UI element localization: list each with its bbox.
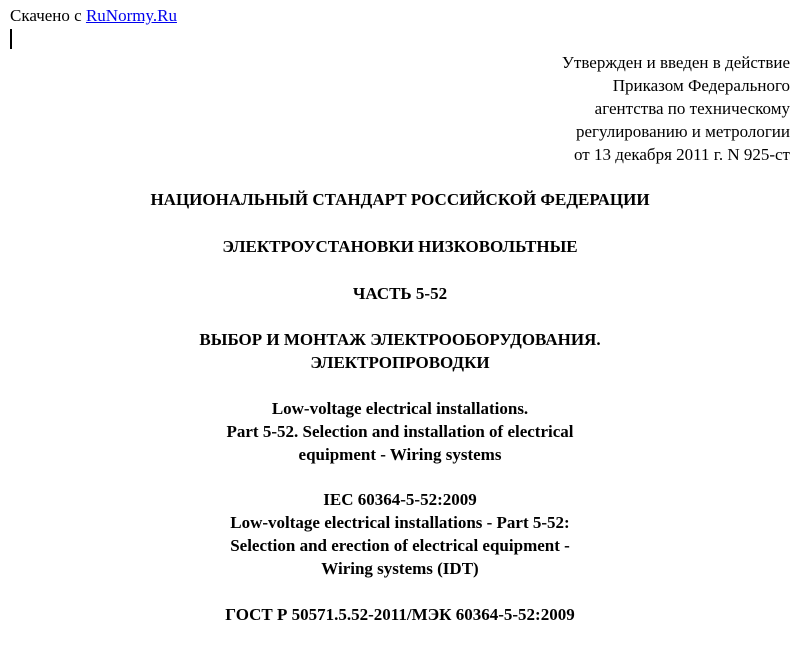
gost-code <box>0 603 796 626</box>
standard-subtitle <box>0 328 796 374</box>
english-title-line: Part 5-52. Selection and installation of electrical <box>226 422 574 441</box>
source-line <box>10 6 177 26</box>
gost-code-text: ГОСТ Р 50571.5.52-2011/МЭК 60364-5-52:2009 <box>225 605 575 624</box>
approval-block <box>562 51 790 166</box>
national-standard-text: НАЦИОНАЛЬНЫЙ СТАНДАРТ РОССИЙСКОЙ ФЕДЕРАЦИИ <box>150 190 650 209</box>
source-link[interactable]: RuNormy.Ru <box>85 6 177 25</box>
approval-line: агентства по техническому <box>594 99 790 118</box>
approval-line: Утвержден и введен в действие <box>561 53 790 72</box>
national-standard-heading <box>0 188 796 211</box>
english-title-line: Low-voltage electrical installations. <box>271 399 529 418</box>
iec-line: Selection and erection of electrical equipment - <box>230 536 570 555</box>
iec-reference <box>0 488 796 580</box>
standard-part <box>0 282 796 305</box>
standard-part-text: ЧАСТЬ 5-52 <box>352 284 448 303</box>
approval-line: Приказом Федерального <box>612 76 790 95</box>
approval-line: от 13 декабря 2011 г. N 925-ст <box>573 145 790 164</box>
approval-line: регулированию и метрологии <box>575 122 790 141</box>
iec-line: Wiring systems (IDT) <box>321 559 479 578</box>
english-title <box>0 397 796 466</box>
standard-title-text: ЭЛЕКТРОУСТАНОВКИ НИЗКОВОЛЬТНЫЕ <box>222 237 578 256</box>
iec-line: IEC 60364-5-52:2009 <box>323 490 477 509</box>
subtitle-line: ЭЛЕКТРОПРОВОДКИ <box>310 353 490 372</box>
standard-title <box>0 235 796 258</box>
english-title-line: equipment - Wiring systems <box>298 445 502 464</box>
source-prefix: Скачено с <box>10 6 86 25</box>
iec-line: Low-voltage electrical installations - Part 5-52: <box>230 513 570 532</box>
subtitle-line: ВЫБОР И МОНТАЖ ЭЛЕКТРООБОРУДОВАНИЯ. <box>199 330 601 349</box>
text-cursor <box>10 29 12 49</box>
